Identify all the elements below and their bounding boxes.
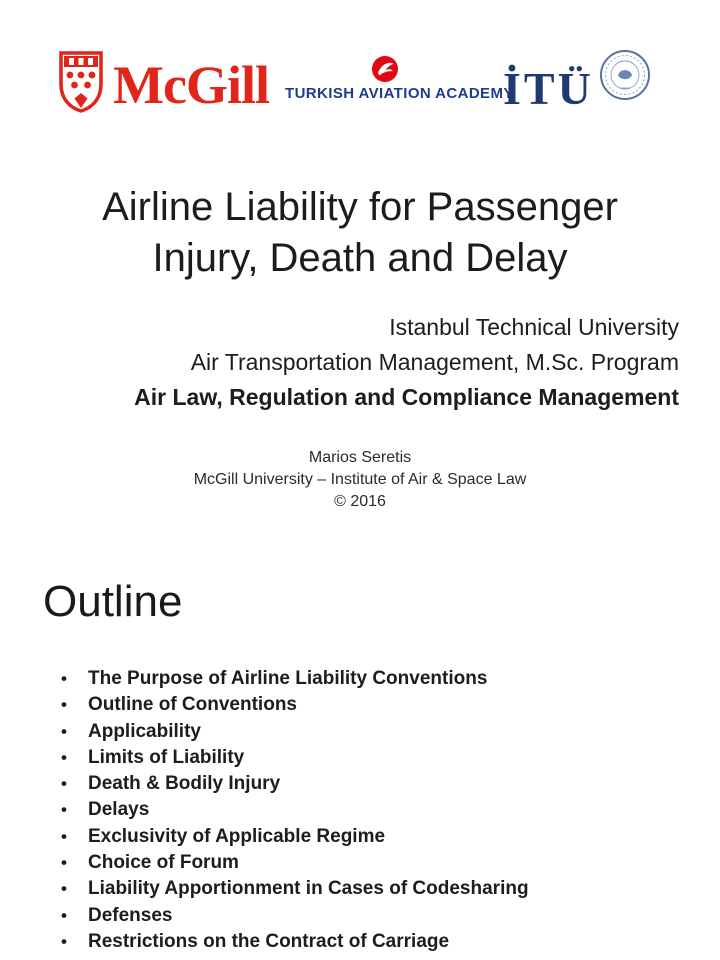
outline-item: • Outline of Conventions xyxy=(60,692,696,718)
outline-list xyxy=(60,666,696,955)
page-title xyxy=(0,182,720,284)
turkish-aviation-academy-label: TURKISH AVIATION ACADEMY xyxy=(285,85,514,102)
itu-university-seal-icon xyxy=(599,48,651,107)
page-title-line1: Airline Liability for Passenger xyxy=(102,185,618,229)
outline-item: • Choice of Forum xyxy=(60,850,696,876)
author-block xyxy=(0,447,720,513)
outline-item: • Limits of Liability xyxy=(60,745,696,771)
copyright-notice: © 2016 xyxy=(334,493,386,510)
outline-item: • The Purpose of Airline Liability Conventions xyxy=(60,666,696,692)
outline-item: • Liability Apportionment in Cases of Codesharing xyxy=(60,876,696,902)
outline-item: • Exclusivity of Applicable Regime xyxy=(60,824,696,850)
outline-item: • Defenses xyxy=(60,903,696,929)
turkish-aviation-academy-logo xyxy=(285,55,514,102)
turkish-airlines-bird-icon xyxy=(285,55,485,83)
outline-item: • Restrictions on the Contract of Carriage xyxy=(60,929,696,955)
mcgill-logo xyxy=(58,50,269,119)
course-info-block xyxy=(0,310,679,415)
program-name: Air Transportation Management, M.Sc. Program xyxy=(190,349,679,375)
itu-logo xyxy=(503,48,651,112)
outline-heading: Outline xyxy=(43,577,183,626)
page-title-line2: Injury, Death and Delay xyxy=(152,236,568,280)
itu-wordmark: İTÜ xyxy=(503,63,594,114)
logo-row xyxy=(0,0,720,135)
mcgill-crest-icon xyxy=(58,50,104,119)
author-name: Marios Seretis xyxy=(308,449,412,466)
outline-item: • Applicability xyxy=(60,719,696,745)
outline-item: • Delays xyxy=(60,797,696,823)
outline-item: • Death & Bodily Injury xyxy=(60,771,696,797)
course-name: Air Law, Regulation and Compliance Management xyxy=(134,384,679,410)
author-affiliation: McGill University – Institute of Air & Space Law xyxy=(193,471,527,488)
mcgill-wordmark: McGill xyxy=(113,54,269,115)
university-name: Istanbul Technical University xyxy=(389,314,679,340)
